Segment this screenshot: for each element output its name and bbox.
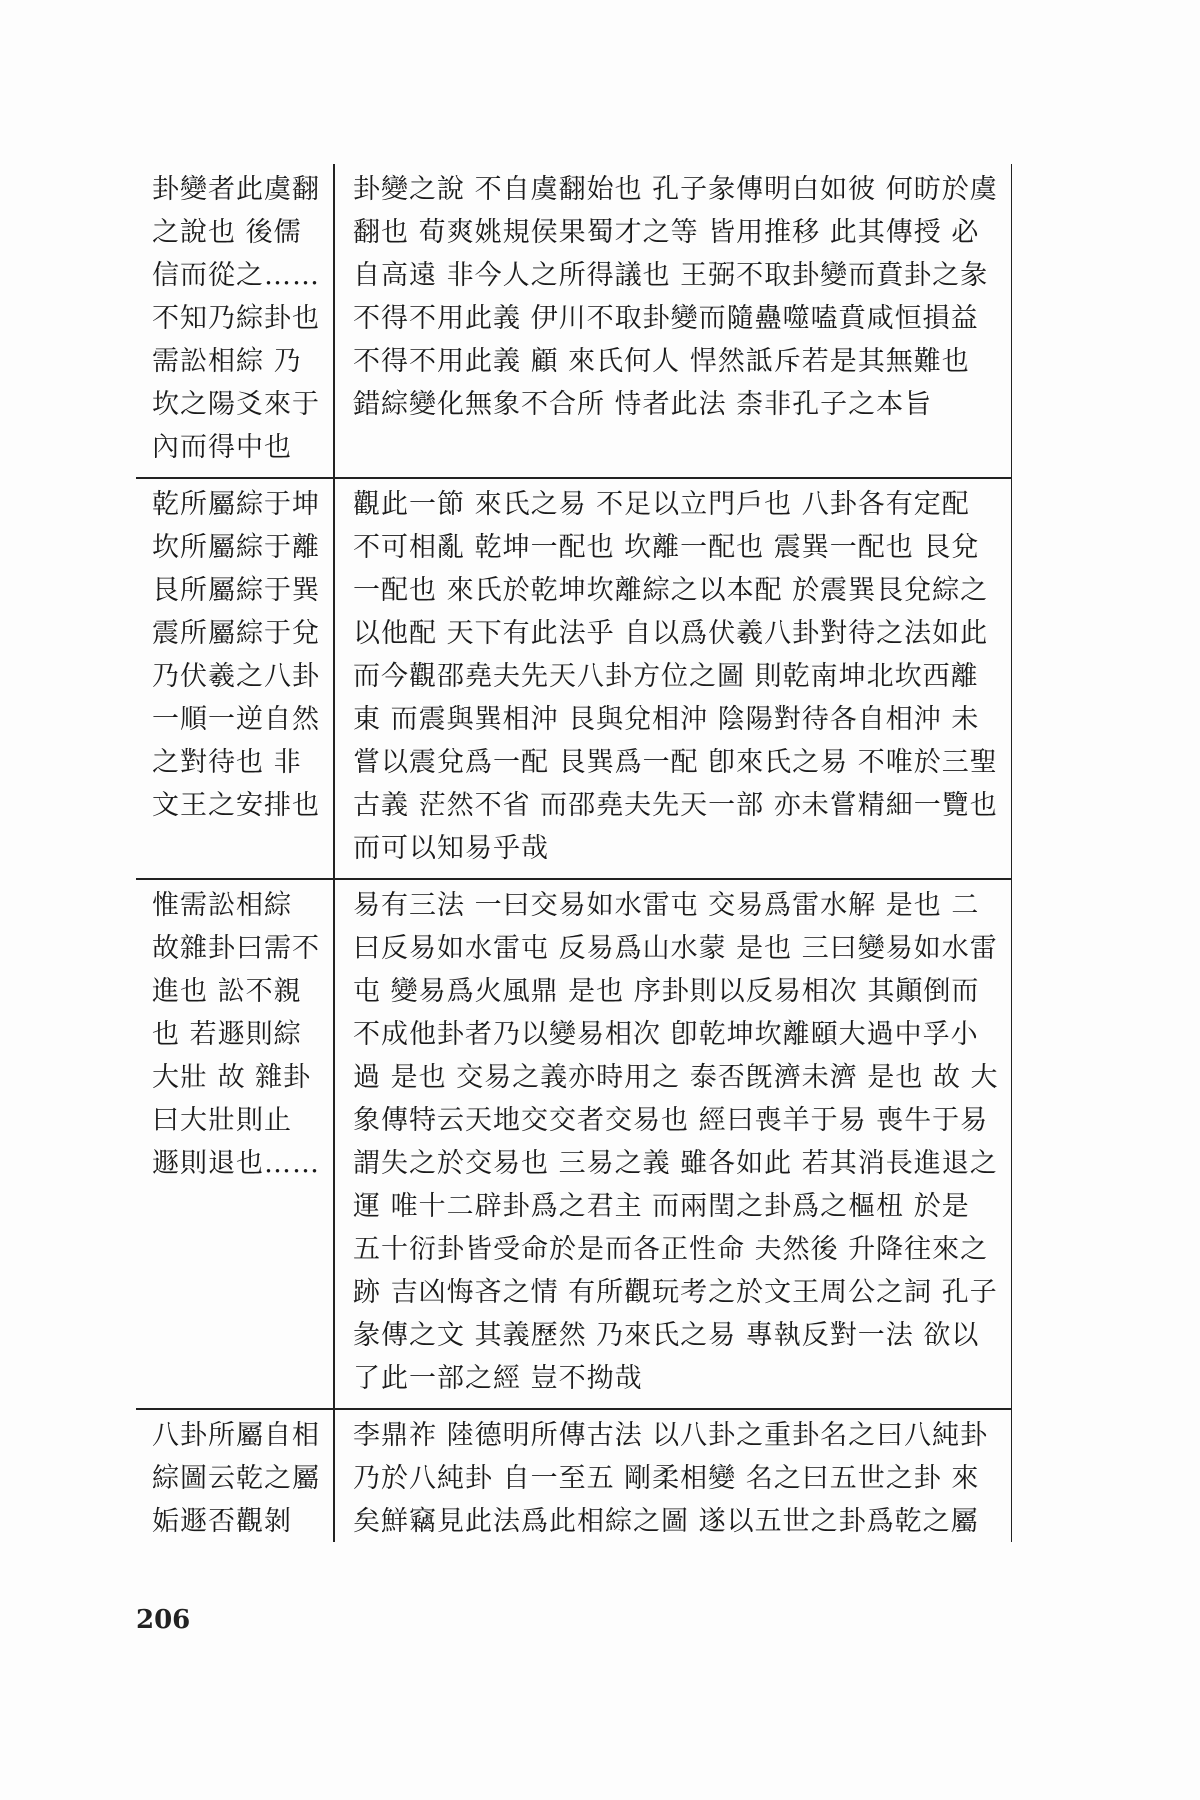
page-number: 206 (136, 1605, 191, 1635)
commentary-table (136, 164, 1012, 1542)
table-row (136, 478, 1012, 879)
commentary-text-cell: 易有三法 一曰交易如水雷屯 交易爲雷水解 是也 二曰反易如水雷屯 反易爲山水蒙 是也 三曰變易如水雷屯 變易爲火風鼎 是也 序卦則以反易相次 其顚倒而不成他卦者乃以變易相次 卽乾坤坎離頤大過中孚小過 是也 交易之義亦時用之 泰否旣濟未濟 是也 故 大象傳特云天地交交者交易也 經曰喪羊于易 喪牛于易 謂失之於交易也 三易之義 雖各如此 若其消長進退之運 唯十二辟卦爲之君主 而兩閏之卦爲之樞杻 於是 五十衍卦皆受命於是而各正性命 夫然後 升降往來之跡 吉凶悔吝之情 有所觀玩考之於文王周公之詞 孔子彖傳之文 其義歷然 乃來氏之易 專執反對一法 欲以了此一部之經 豈不拗哉 (334, 879, 1012, 1409)
commentary-table-container (136, 164, 1012, 1542)
quoted-text-cell: 八卦所屬自相綜圖云乾之屬姤遯否觀剝 (136, 1409, 334, 1542)
table-row (136, 1409, 1012, 1542)
table-row (136, 879, 1012, 1409)
commentary-text-cell: 李鼎祚 陸德明所傳古法 以八卦之重卦名之曰八純卦乃於八純卦 自一至五 剛柔相變 名之曰五世之卦 來矣鮮竊見此法爲此相綜之圖 遂以五世之卦爲乾之屬 (334, 1409, 1012, 1542)
quoted-text-cell: 乾所屬綜于坤坎所屬綜于離艮所屬綜于巽震所屬綜于兌乃伏羲之八卦一順一逆自然之對待也 非文王之安排也 (136, 478, 334, 879)
commentary-text-cell: 卦變之說 不自虞翻始也 孔子彖傳明白如彼 何昉於虞翻也 荀爽姚規侯果蜀才之等 皆用推移 此其傳授 必自高遠 非今人之所得議也 王弼不取卦變而賁卦之彖 不得不用此義 伊川不取卦變而隨蠱噬嗑賁咸恒損益 不得不用此義 顧 來氏何人 悍然詆斥若是其無難也 錯綜變化無象不合所 恃者此法 柰非孔子之本旨 (334, 164, 1012, 478)
table-row (136, 164, 1012, 478)
quoted-text-cell: 卦變者此虞翻之說也 後儒信而從之……不知乃綜卦也 需訟相綜 乃坎之陽爻來于內而得中也 (136, 164, 334, 478)
commentary-text-cell: 觀此一節 來氏之易 不足以立門戶也 八卦各有定配 不可相亂 乾坤一配也 坎離一配也 震巽一配也 艮兌一配也 來氏於乾坤坎離綜之以本配 於震巽艮兌綜之以他配 天下有此法乎 自以爲伏羲八卦對待之法如此 而今觀邵堯夫先天八卦方位之圖 則乾南坤北坎西離東 而震與巽相沖 艮與兌相沖 陰陽對待各自相沖 未嘗以震兌爲一配 艮巽爲一配 卽來氏之易 不唯於三聖古義 茫然不省 而邵堯夫先天一部 亦未嘗精細一覽也 而可以知易乎哉 (334, 478, 1012, 879)
quoted-text-cell: 惟需訟相綜 故雜卦曰需不進也 訟不親也 若遯則綜大壯 故 雜卦曰大壯則止 遯則退也…… (136, 879, 334, 1409)
